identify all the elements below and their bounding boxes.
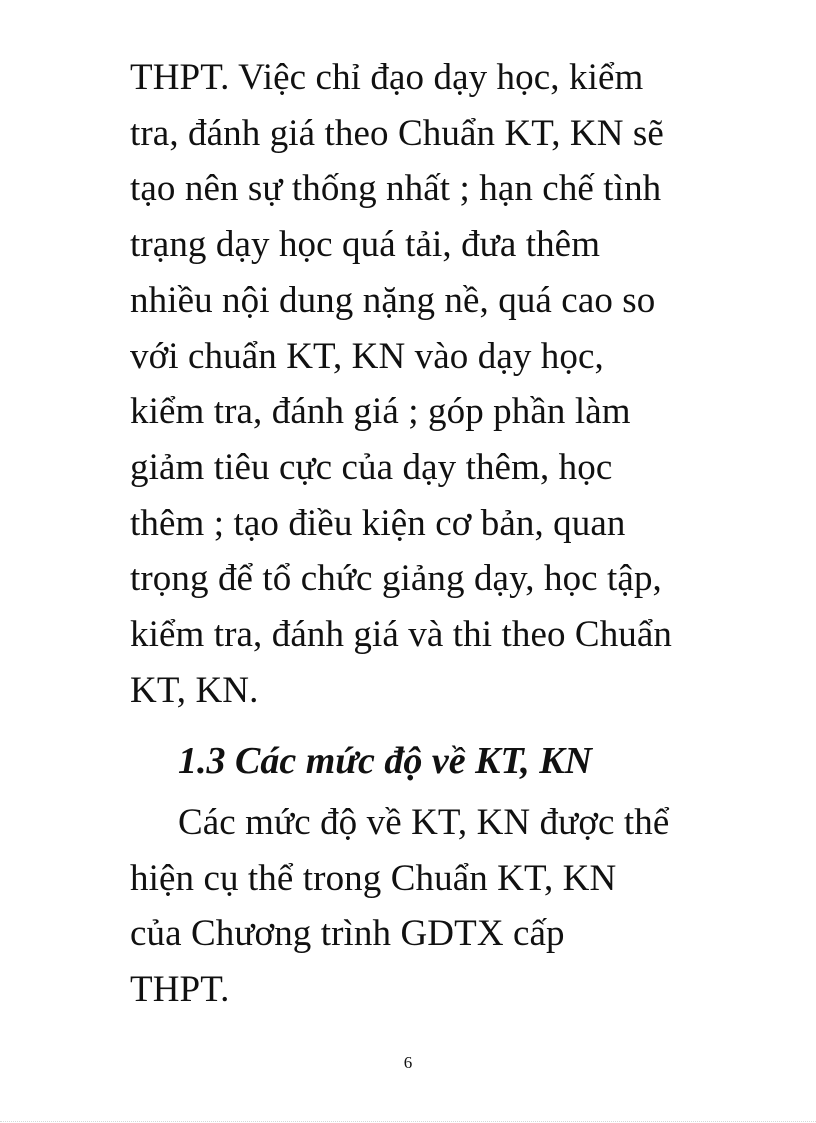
paragraph-line: trọng để tổ chức giảng dạy, học tập, (130, 558, 662, 600)
paragraph-line: thêm ; tạo điều kiện cơ bản, quan (130, 502, 626, 544)
paragraph-line: hiện cụ thể trong Chuẩn KT, KN (130, 857, 617, 899)
paragraph-line: Các mức độ về KT, KN được thể (178, 802, 670, 843)
paragraph-line: kiểm tra, đánh giá ; góp phần làm (130, 391, 631, 433)
section-heading: 1.3 Các mức độ về KT, KN (178, 740, 592, 782)
paragraph-line: giảm tiêu cực của dạy thêm, học (130, 446, 613, 488)
paragraph-line: THPT. (130, 969, 230, 1011)
paragraph-line: tạo nên sự thống nhất ; hạn chế tình (130, 168, 662, 210)
paragraph-line: trạng dạy học quá tải, đưa thêm (130, 224, 601, 266)
page-number: 6 (403, 1053, 413, 1072)
paragraph-line: với chuẩn KT, KN vào dạy học, (130, 335, 604, 377)
body-paragraph-1 (130, 50, 730, 718)
paragraph-line: của Chương trình GDTX cấp (130, 913, 565, 955)
paragraph-line: KT, KN. (130, 669, 259, 711)
page-bottom-divider (0, 1121, 816, 1122)
paragraph-line: kiểm tra, đánh giá và thi theo Chuẩn (130, 614, 673, 656)
paragraph-line: THPT. Việc chỉ đạo dạy học, kiểm (130, 57, 644, 98)
paragraph-line: tra, đánh giá theo Chuẩn KT, KN sẽ (130, 112, 664, 154)
paragraph-line: nhiều nội dung nặng nề, quá cao so (130, 279, 656, 321)
body-paragraph-2 (130, 795, 730, 1018)
